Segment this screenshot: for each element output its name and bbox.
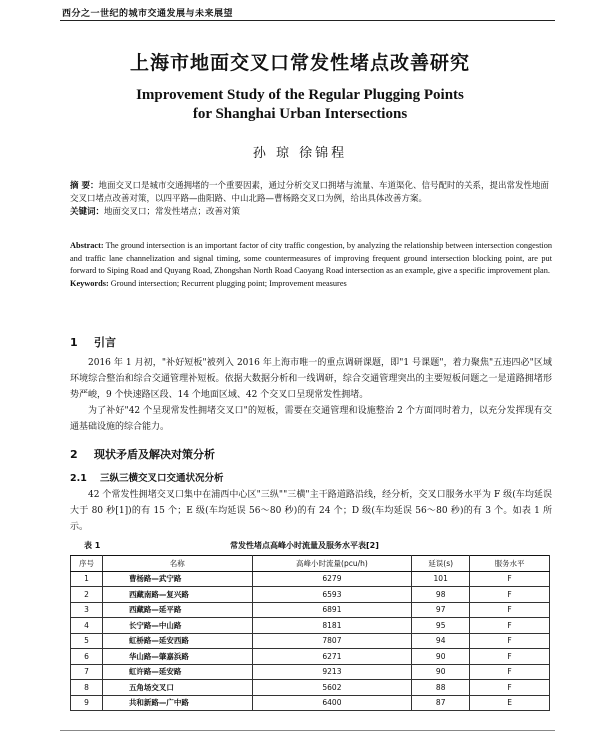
cell-index: 3 <box>71 602 103 618</box>
authors: 孙 琼 徐锦程 <box>252 146 348 161</box>
footer-rule <box>60 730 555 731</box>
header-service-level: 服务水平 <box>470 556 550 572</box>
abstract-cn-text: 地面交叉口是城市交通拥堵的一个重要因素，通过分析交叉口拥堵与流量、车道渠化、信号配时的关系，提出常发性地面交叉口堵点改善对策，以四平路—曲阳路、中山北路—曹杨路交叉口为例，给出具体改善方案。 <box>70 181 549 204</box>
header-rule <box>60 20 555 21</box>
table-row <box>71 602 550 618</box>
table-row <box>71 587 550 603</box>
abstract-cn-label: 摘 要： <box>70 181 99 191</box>
section-2-1-heading <box>70 470 224 484</box>
title-english-line-2: for Shanghai Urban Intersections <box>192 106 408 122</box>
keywords-en-text: Ground intersection; Recurrent plugging point; Improvement measures <box>108 278 347 288</box>
cell-index: 7 <box>71 664 103 680</box>
header-flow: 高峰小时流量(pcu/h) <box>252 556 412 572</box>
cell-index: 5 <box>71 633 103 649</box>
title-english-line-1: Improvement Study of the Regular Plugging Points <box>136 87 464 103</box>
section-2-1-number: 2.1 <box>70 473 87 484</box>
table-row <box>71 649 550 665</box>
cell-service-level: F <box>470 649 550 665</box>
keywords-cn-label: 关键词： <box>70 207 105 217</box>
cell-name: 虹许路—延安路 <box>102 664 252 680</box>
cell-service-level: F <box>470 618 550 634</box>
header-delay: 延误(s) <box>412 556 470 572</box>
cell-name: 西藏路—延平路 <box>102 602 252 618</box>
cell-flow: 7807 <box>252 633 412 649</box>
cell-name: 曹杨路—武宁路 <box>102 571 252 587</box>
abstract-en-text: The ground intersection is an important factor of city traffic congestion, by analyzing the relationship between intersection congestion and traffic lane channelization and signal timing, some countermeasures of improving frequent ground intersection blocking point, are put forward to Siping Road and Quyang Road, Zhongshan North Road Caoyang Road intersection as an example, give a specific improvement plan. <box>70 241 552 275</box>
section-2-1-paragraph: 42 个常发性拥堵交叉口集中在浦西中心区"三纵""三横"主干路道路沿线，经分析，交叉口服务水平为 F 级(车均延误大于 80 秒[1])的有 15 个；E 级(车均延误 56～80 秒)的有 24 个；D 级(车均延误 56～80 秒)的有 3 个。如表 1 所示。 <box>70 490 552 532</box>
cell-index: 1 <box>71 571 103 587</box>
header-name: 名称 <box>102 556 252 572</box>
cell-name: 五角场交叉口 <box>102 680 252 696</box>
section-1-title: 引言 <box>94 336 116 349</box>
cell-service-level: F <box>470 664 550 680</box>
section-1-body <box>70 355 552 435</box>
cell-flow: 6891 <box>252 602 412 618</box>
cell-delay: 87 <box>412 695 470 711</box>
cell-service-level: F <box>470 633 550 649</box>
cell-name: 长宁路—中山路 <box>102 618 252 634</box>
section-1-paragraph-2: 为了补好"42 个呈现常发性拥堵交叉口"的短板，需要在交通管理和设施整治 2 个方面同时着力，以充分发挥现有交通基础设施的综合能力。 <box>70 406 552 432</box>
cell-index: 9 <box>71 695 103 711</box>
cell-index: 8 <box>71 680 103 696</box>
abstract-en-label: Abstract: <box>70 241 104 250</box>
cell-service-level: F <box>470 587 550 603</box>
cell-delay: 90 <box>412 664 470 680</box>
cell-service-level: F <box>470 602 550 618</box>
cell-flow: 9213 <box>252 664 412 680</box>
table-label: 表 1 <box>84 541 101 550</box>
table-row <box>71 571 550 587</box>
cell-name: 共和新路—广中路 <box>102 695 252 711</box>
cell-delay: 101 <box>412 571 470 587</box>
cell-flow: 8181 <box>252 618 412 634</box>
section-1-heading <box>70 334 116 350</box>
section-1-paragraph-1: 2016 年 1 月初，"补好短板"被列入 2016 年上海市唯一的重点调研课题，即"1 号课题"，着力聚焦"五违四必"区域环境综合整治和综合交通管理补短板。依据大数据分析和一线调研，综合交通管理突出的主要短板问题之一是道路拥堵形势严峻，9 个快速路区段、14 个地面区域、42 个交叉口呈现常发性拥堵。 <box>70 358 552 400</box>
table-row <box>71 680 550 696</box>
cell-delay: 97 <box>412 602 470 618</box>
cell-flow: 6271 <box>252 649 412 665</box>
cell-index: 2 <box>71 587 103 603</box>
section-1-number: 1 <box>70 336 78 349</box>
cell-delay: 90 <box>412 649 470 665</box>
table-header-row <box>71 556 550 572</box>
title-chinese: 上海市地面交叉口常发性堵点改善研究 <box>129 52 470 74</box>
cell-delay: 98 <box>412 587 470 603</box>
cell-delay: 94 <box>412 633 470 649</box>
keywords-cn-text: 地面交叉口；常发性堵点；改善对策 <box>104 207 241 217</box>
cell-flow: 5602 <box>252 680 412 696</box>
header-index: 序号 <box>71 556 103 572</box>
section-2-1-title: 三纵三横交叉口交通状况分析 <box>100 473 224 484</box>
cell-delay: 95 <box>412 618 470 634</box>
section-2-heading <box>70 446 215 462</box>
table-row <box>71 664 550 680</box>
running-head: 西分之一世纪的城市交通发展与未来展望 <box>62 9 234 19</box>
abstract-english <box>70 240 552 290</box>
cell-name: 华山路—肇嘉浜路 <box>102 649 252 665</box>
cell-service-level: F <box>470 680 550 696</box>
cell-delay: 88 <box>412 680 470 696</box>
table-title: 常发性堵点高峰小时流量及服务水平表[2] <box>230 541 379 550</box>
cell-service-level: E <box>470 695 550 711</box>
cell-name: 西藏南路—复兴路 <box>102 587 252 603</box>
abstract-chinese <box>70 180 550 219</box>
table-row <box>71 633 550 649</box>
section-2-1-body <box>70 487 552 535</box>
cell-flow: 6400 <box>252 695 412 711</box>
keywords-en-label: Keywords: <box>70 278 109 288</box>
cell-service-level: F <box>470 571 550 587</box>
table-row <box>71 618 550 634</box>
table-row <box>71 695 550 711</box>
cell-index: 4 <box>71 618 103 634</box>
cell-name: 虹桥路—延安西路 <box>102 633 252 649</box>
cell-index: 6 <box>71 649 103 665</box>
section-2-number: 2 <box>70 448 78 461</box>
title-english <box>0 86 600 124</box>
cell-flow: 6279 <box>252 571 412 587</box>
congestion-table <box>70 555 550 711</box>
cell-flow: 6593 <box>252 587 412 603</box>
section-2-title: 现状矛盾及解决对策分析 <box>94 448 215 461</box>
